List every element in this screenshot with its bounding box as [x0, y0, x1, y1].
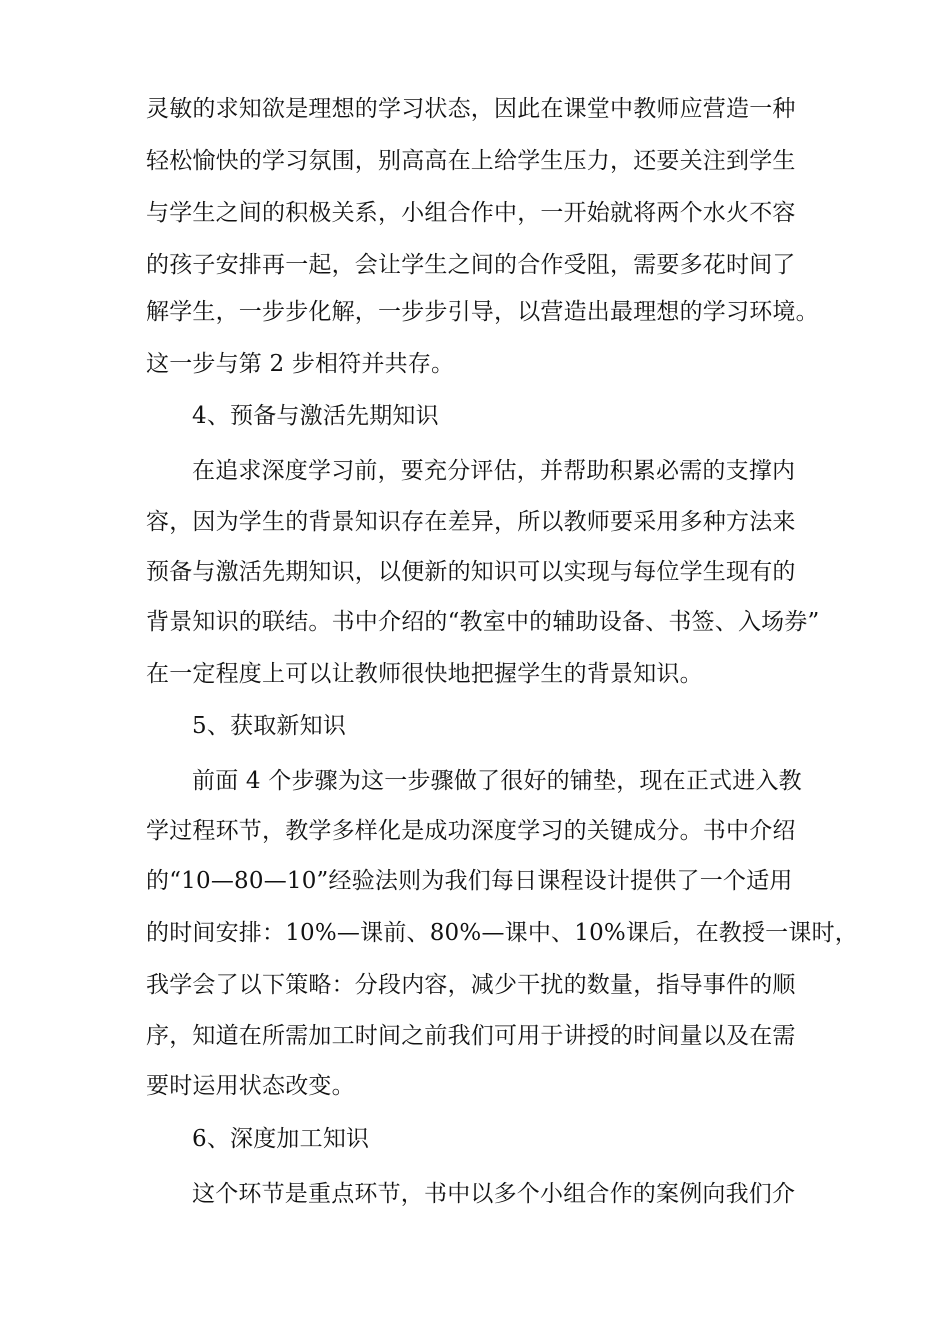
text-line: 要时运用状态改变。: [146, 1073, 355, 1099]
section-heading: 6、深度加工知识: [192, 1126, 370, 1152]
text-line: 学过程环节，教学多样化是成功深度学习的关键成分。书中介绍: [146, 818, 796, 844]
text-line: 轻松愉快的学习氛围，别高高在上给学生压力，还要关注到学生: [146, 148, 796, 174]
text-line: 的时间安排：10%—课前、80%—课中、10%课后，在教授一课时，: [146, 920, 858, 946]
text-line: 背景知识的联结。书中介绍的“教室中的辅助设备、书签、入场券”: [146, 609, 820, 635]
text-line: 我学会了以下策略：分段内容，减少干扰的数量，指导事件的顺: [146, 972, 796, 998]
text-line: 这个环节是重点环节，书中以多个小组合作的案例向我们介: [192, 1181, 796, 1207]
section-heading: 5、获取新知识: [192, 713, 347, 739]
text-line: 这一步与第 2 步相符并共存。: [146, 351, 455, 377]
text-line: 解学生，一步步化解，一步步引导，以营造出最理想的学习环境。: [146, 299, 819, 325]
text-line: 前面 4 个步骤为这一步骤做了很好的铺垫，现在正式进入教: [192, 768, 802, 794]
text-line: 灵敏的求知欲是理想的学习状态，因此在课堂中教师应营造一种: [146, 96, 796, 122]
text-line: 与学生之间的积极关系，小组合作中，一开始就将两个水火不容: [146, 200, 796, 226]
text-line: 在追求深度学习前，要充分评估，并帮助积累必需的支撑内: [192, 458, 796, 484]
text-line: 在一定程度上可以让教师很快地把握学生的背景知识。: [146, 661, 703, 687]
section-heading: 4、预备与激活先期知识: [192, 403, 439, 429]
text-line: 的“10—80—10”经验法则为我们每日课程设计提供了一个适用: [146, 868, 793, 894]
text-line: 序，知道在所需加工时间之前我们可用于讲授的时间量以及在需: [146, 1023, 796, 1049]
text-line: 的孩子安排再一起，会让学生之间的合作受阻，需要多花时间了: [146, 252, 796, 278]
text-line: 预备与激活先期知识，以便新的知识可以实现与每位学生现有的: [146, 559, 796, 585]
text-line: 容，因为学生的背景知识存在差异，所以教师要采用多种方法来: [146, 509, 796, 535]
